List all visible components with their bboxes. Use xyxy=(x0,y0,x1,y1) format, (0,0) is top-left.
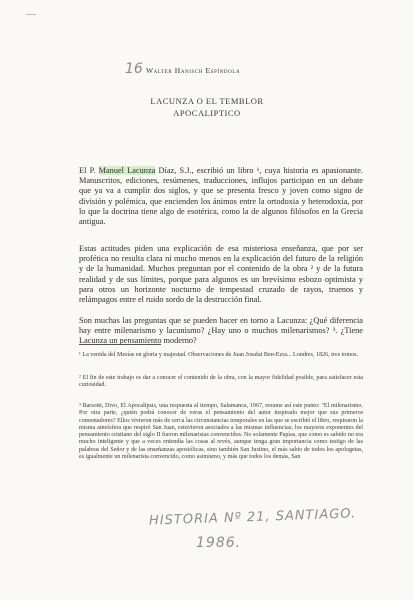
paragraph-1-start: El P. xyxy=(79,166,99,175)
footnote-2: ² El fin de este trabajo es dar a conocer el contenido de la obra, con la mayor fidelidad posible, para satisfacer esta curiosidad. xyxy=(79,375,363,389)
paragraph-2: Estas actitudes piden una explicación de esa misteriosa enseñanza, que por ser profética no resulta clara ni mucho menos en la explicación del futuro de la religión y de la humanidad. Muchos preguntan por el contenido de la obra ² y de la futura realidad y de sus límites, porque para algunos es un brevísimo esbozo optimista y para otros un horizonte nocturno de tempestad cruzado de rayos, truenos y relámpagos entre el ruido sordo de la destrucción final. xyxy=(79,244,363,305)
footnote-1: ¹ La venida del Mesías en gloria y majestad. Observaciones de Juan Josafat Ben-Ezra... Londres, 1826, tres tomos. xyxy=(79,352,359,358)
paragraph-1 xyxy=(79,166,363,227)
handwritten-citation: HISTORIA Nº 21, SANTIAGO. xyxy=(148,506,357,529)
highlighted-name: Manuel Lacunza xyxy=(98,166,156,175)
paragraph-1-rest: Díaz, S.J., escribió un libro ¹, cuya historia es apasionante. Manuscritos, ediciones, resúmenes, traducciones, influjos participan en un debate que ya va a cumplir dos siglos, y que se presenta fresco y joven como signo de división y polémica, que encienden los ánimos entre la ortodoxia y heterodoxia, por lo que la doctrina tiene algo de esotérica, como la de algunos filósofos en la Grecia antigua. xyxy=(79,166,363,227)
footnote-3: ³ Barsotti, Divo, El Apocalipsis, una respuesta al tiempo, Salamanca, 1967, resume así este punto: "El milenarismo. Por otra parte, ¿quién podrá conocer de veras el pensamiento del autor inspirado mejor que sus primeros comentadores? Ellos vivieron más de cerca las circunstancias temporales en las que se escribió el libro, respiraron la misma atmósfera que respiró San Juan, estuvieron asociados a las mismas influencias; los mayores exponentes del pensamiento cristiano del siglo II fueron milenaristas convencidos. No solamente Papías, que como es sabido no era mucho inteligente y que a veces entendía las cosas al revés, aunque tenga gran importancia como testigo de las palabras del Señor y de las enseñanzas apostólicas, sino también San Justino, el más sabio de todos los apologetas, es igualmente un milenarista convencido, como asimismo, y más que todos los demás, San xyxy=(79,403,363,461)
article-title-line-2: APOCALIPTICO xyxy=(173,108,241,118)
footnote-divider xyxy=(79,344,161,345)
article-title-line-1: LACUNZA O EL TEMBLOR xyxy=(150,96,264,106)
corner-mark xyxy=(26,14,36,20)
author-name: Walter Hanisch Espíndola xyxy=(146,66,241,75)
page-number: 16 xyxy=(125,61,143,77)
handwritten-year: 1986. xyxy=(196,535,242,551)
paragraph-3: Son muchas las preguntas que se pueden hacer en torno a Lacunza: ¿Qué diferencia hay entre milenarismo y lacunismo? ¿Hay uno o muchos milenarismos? ³. ¿Tiene Lacunza un pensamiento moderno? xyxy=(79,316,363,346)
